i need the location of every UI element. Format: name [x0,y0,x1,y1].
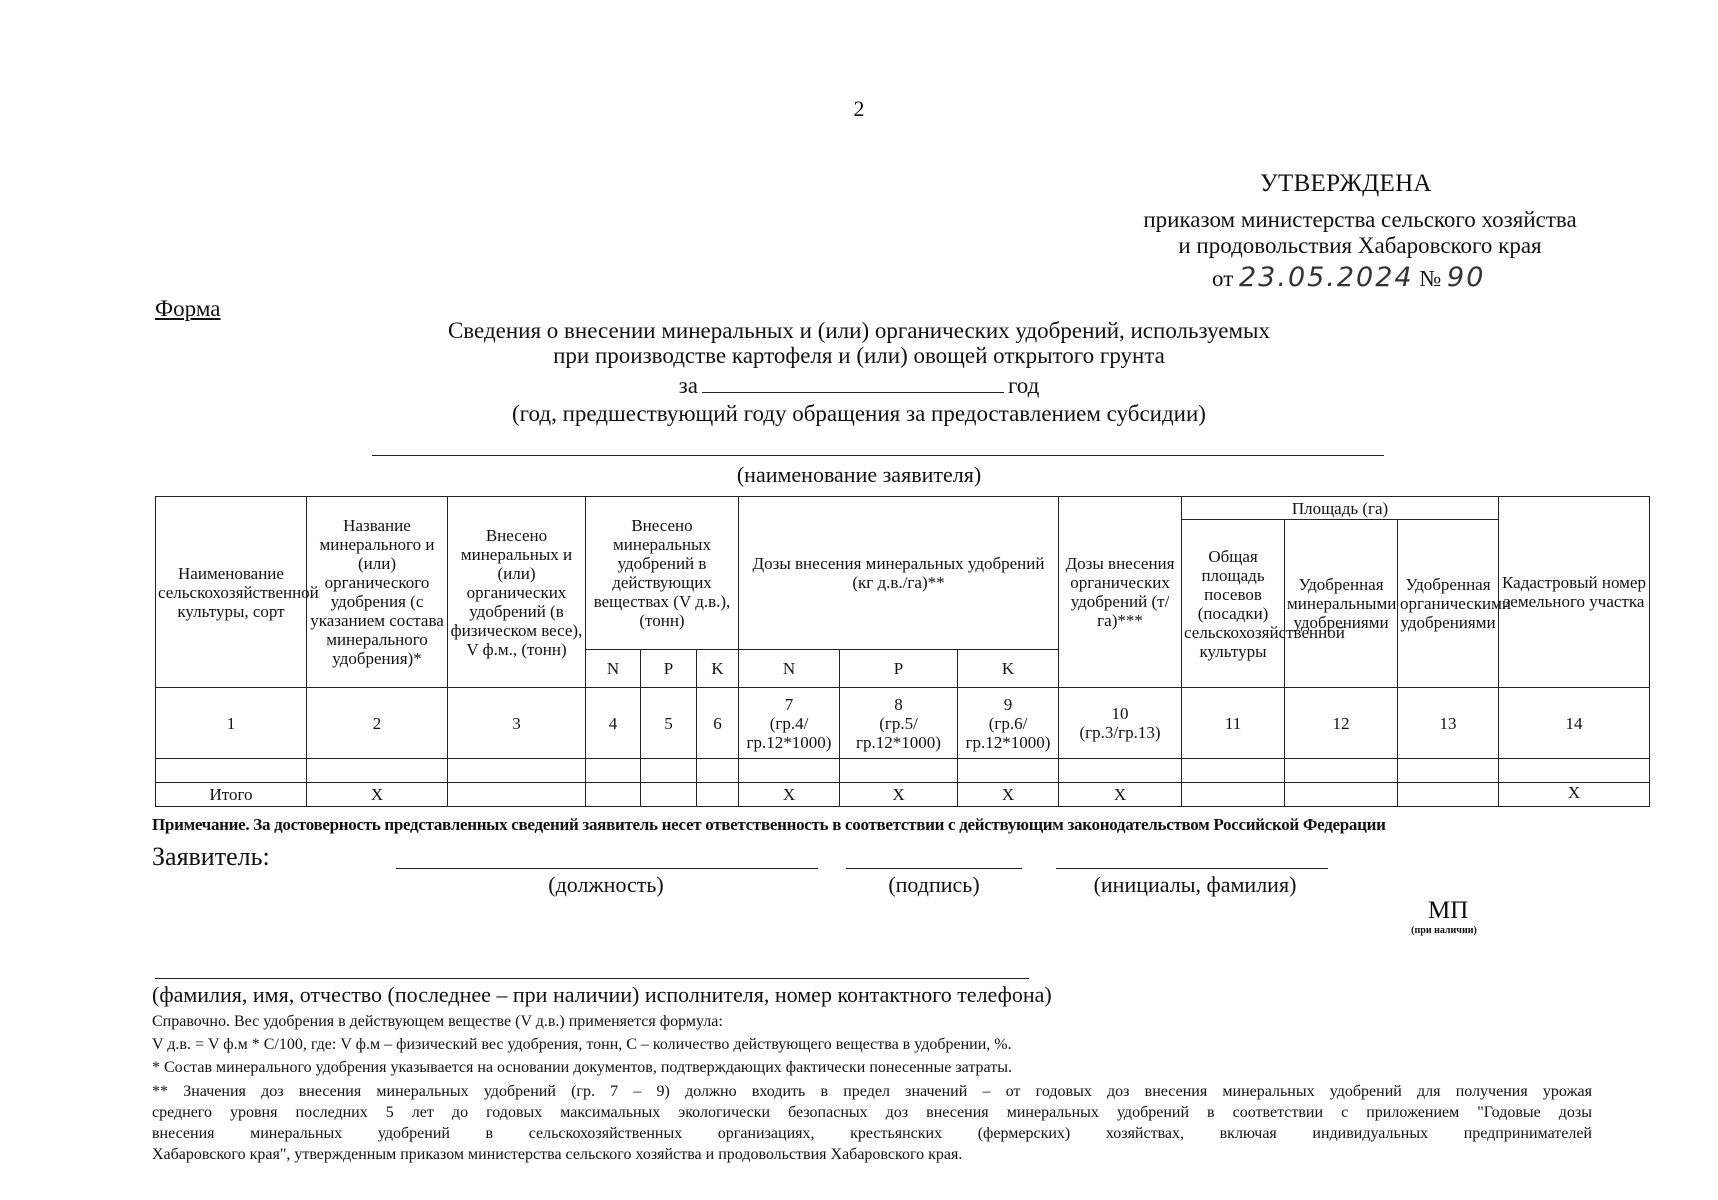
header-n-active: N [586,650,641,688]
data-cell-2[interactable] [307,759,448,783]
colnum-10-formula: (гр.3/гр.13) [1079,723,1161,742]
approval-title: УТВЕРЖДЕНА [1260,170,1432,197]
total-cell-2: X [307,783,448,807]
header-area-group: Площадь (га) [1182,497,1499,520]
colnum-9-num: 9 [1003,694,1013,714]
approval-line-2: и продовольствия Хабаровского края [1178,233,1542,258]
data-cell-10[interactable] [1059,759,1182,783]
header-p-dose: P [840,650,958,688]
header-n-dose: N [739,650,840,688]
colnum-7-num: 7 [784,694,794,714]
header-k-dose: K [958,650,1059,688]
header-mineral-doses: Дозы внесения минеральных удобрений (кг д.в./га)** [739,497,1059,650]
data-cell-5[interactable] [641,759,697,783]
header-p-active: P [641,650,697,688]
position-field[interactable] [396,868,818,869]
signature-caption: (подпись) [888,872,980,897]
position-caption: (должность) [548,872,664,897]
colnum-1: 1 [156,688,307,759]
total-cell-5[interactable] [641,783,697,807]
total-cell-12[interactable] [1285,783,1398,807]
data-cell-1[interactable] [156,759,307,783]
colnum-8-num: 8 [894,694,903,714]
data-cell-9[interactable] [958,759,1059,783]
footnote-star-1: * Состав минерального удобрения указывается на основании документов, подтверждающих фактически понесенные затраты. [152,1059,1012,1076]
header-organic-area: Удобренная органическими удобрениями [1398,520,1499,688]
date-value: 23.05.2024 [1239,262,1414,293]
colnum-5: 5 [641,688,697,759]
executor-field[interactable] [155,978,1029,979]
god-label: год [1007,373,1040,398]
header-row-1 [156,497,1650,520]
footnote-star-2-line-4: Хабаровского края", утвержденным приказом министерства сельского хозяйства и продовольствия Хабаровского края. [152,1146,963,1163]
responsibility-note: Примечание. За достоверность представленных сведений заявитель несет ответственность в соответствии с действующим законодательством Российской Федерации [152,815,1386,834]
header-k-active: K [697,650,739,688]
data-cell-6[interactable] [697,759,739,783]
form-title-line-1: Сведения о внесении минеральных и (или) органических удобрений, используемых [447,318,1271,343]
applicant-caption: (наименование заявителя) [736,462,982,487]
colnum-13: 13 [1398,688,1499,759]
colnum-9 [958,688,1059,759]
colnum-14: 14 [1499,688,1650,759]
fertilizer-table [155,496,1650,807]
applicant-name-field[interactable] [372,455,1384,456]
colnum-8 [840,688,958,759]
data-cell-8[interactable] [840,759,958,783]
total-cell-3[interactable] [448,783,586,807]
applicant-label: Заявитель: [152,842,270,871]
data-cell-13[interactable] [1398,759,1499,783]
colnum-7 [739,688,840,759]
year-caption: (год, предшествующий году обращения за предоставлением субсидии) [512,401,1206,426]
stamp-label: МП [1428,897,1469,924]
page-number: 2 [853,96,865,121]
approval-date [1212,262,1485,293]
header-mineral-area: Удобренная минеральными удобрениями [1285,520,1398,688]
colnum-10 [1059,688,1182,759]
header-applied-active: Внесено минеральных удобрений в действующих веществах (V д.в.), (тонн) [586,497,739,650]
colnum-11: 11 [1182,688,1285,759]
form-year-row [0,372,1718,398]
total-cell-6[interactable] [697,783,739,807]
header-organic-doses: Дозы внесения органических удобрений (т/га)*** [1059,497,1182,688]
form-label: Форма [155,296,221,321]
header-fertilizer-name: Название минерального и (или) органического удобрения (с указанием состава минерального удобрения)* [307,497,448,688]
year-field[interactable] [702,372,1004,393]
data-cell-14[interactable] [1499,759,1650,783]
total-cell-13[interactable] [1398,783,1499,807]
reference-line-2: V д.в. = V ф.м * С/100, где: V ф.м – физический вес удобрения, тонн, С – количество действующего вещества в удобрении, %. [152,1036,1012,1053]
footnote-star-2-line-3: внесения минеральных удобрений в сельскохозяйственных организациях, крестьянских (фермерских) хозяйствах, включая индивидуальных предпринимателей [152,1125,1592,1142]
name-caption: (инициалы, фамилия) [1093,872,1297,897]
colnum-10-num: 10 [1111,704,1129,723]
number-value: 90 [1447,262,1486,293]
total-cell-10: X [1059,783,1182,807]
number-prefix: № [1419,266,1442,291]
total-cell-9: X [958,783,1059,807]
total-cell-14: X [1499,783,1650,807]
footnote-star-2-line-2: среднего уровня последних 5 лет до годовых максимальных экологически безопасных доз внесения минеральных удобрений в соответствии с приложением "Годовые дозы [152,1104,1592,1121]
reference-line-1: Справочно. Вес удобрения в действующем веществе (V д.в.) применяется формула: [152,1013,723,1030]
total-cell-8: X [840,783,958,807]
colnum-3: 3 [448,688,586,759]
colnum-4: 4 [586,688,641,759]
data-cell-7[interactable] [739,759,840,783]
approval-line-1: приказом министерства сельского хозяйства [1143,207,1577,232]
footnote-star-2-line-1: ** Значения доз внесения минеральных удобрений (гр. 7 – 9) должно входить в предел значений – от годовых доз внесения минеральных удобрений для получения урожая [152,1083,1592,1100]
colnum-12: 12 [1285,688,1398,759]
header-total-area: Общая площадь посевов (посадки) сельскохозяйственной культуры [1182,520,1285,688]
header-applied-physical: Внесено минеральных и (или) органических удобрений (в физическом весе), V ф.м., (тонн) [448,497,586,688]
data-cell-3[interactable] [448,759,586,783]
colnum-9-formula: (гр.6/гр.12*1000) [965,713,1051,752]
signature-field[interactable] [846,868,1022,869]
stamp-note: (при наличии) [1411,925,1477,936]
name-field[interactable] [1056,868,1328,869]
header-crop: Наименование сельскохозяйственной культуры, сорт [156,497,307,688]
total-cell-7: X [739,783,840,807]
total-cell-4[interactable] [586,783,641,807]
header-cadastral: Кадастровый номер земельного участка [1499,497,1650,688]
colnum-6: 6 [697,688,739,759]
form-title-line-2: при производстве картофеля и (или) овощей открытого грунта [553,343,1165,368]
colnum-8-formula: (гр.5/гр.12*1000) [856,713,941,752]
data-cell-12[interactable] [1285,759,1398,783]
colnum-2: 2 [307,688,448,759]
total-row [156,783,1650,807]
colnum-7-formula: (гр.4/гр.12*1000) [746,713,832,752]
date-prefix: от [1212,266,1234,291]
za-label: за [678,373,698,398]
data-cell-11[interactable] [1182,759,1285,783]
column-number-row [156,688,1650,759]
total-cell-11[interactable] [1182,783,1285,807]
data-row [156,759,1650,783]
total-label: Итого [156,783,307,807]
data-cell-4[interactable] [586,759,641,783]
executor-caption: (фамилия, имя, отчество (последнее – при наличии) исполнителя, номер контактного телефона) [152,982,1052,1007]
